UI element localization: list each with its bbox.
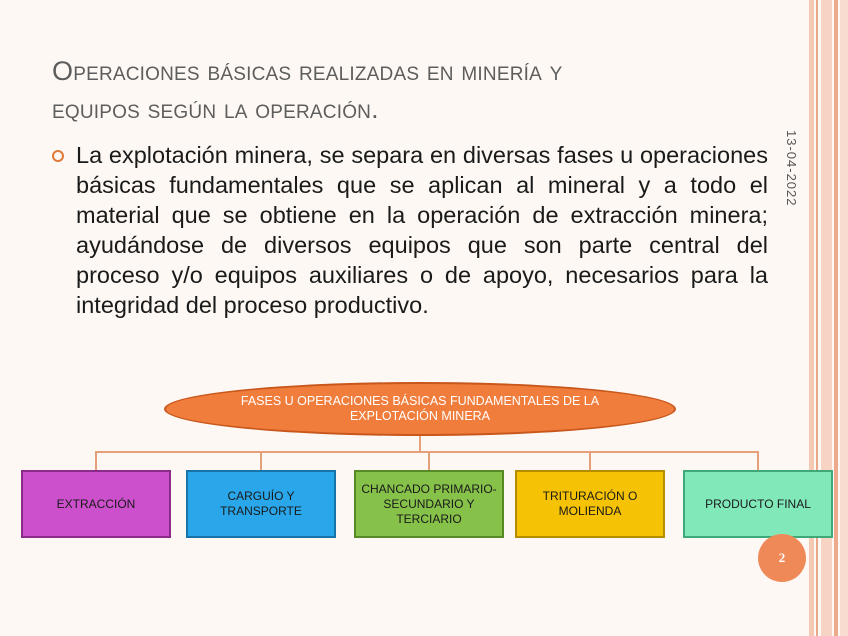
connector-vertical xyxy=(428,451,430,470)
node-producto-final xyxy=(683,470,833,538)
bullet-text: La explotación minera, se separa en diversas fases u operaciones básicas fundamentales que se aplican al mineral y a todo el material que se obtiene en la operación de extracción minera; ayudándose de diversos equipos que son parte central del proceso y/o equipos auxiliares o de apoyo, necesarios para la integridad del proceso productivo. xyxy=(76,142,768,318)
diagram-root-label: FASES U OPERACIONES BÁSICAS FUNDAMENTALES DE LA EXPLOTACIÓN MINERA xyxy=(240,394,600,423)
decorative-stripe xyxy=(834,0,838,636)
node-label: CHANCADO PRIMARIO-SECUNDARIO Y TERCIARIO xyxy=(361,481,497,526)
connector-horizontal xyxy=(95,451,758,453)
page-number-badge xyxy=(758,534,806,582)
slide-date: 13-04-2022 xyxy=(784,130,799,207)
decorative-stripe xyxy=(816,0,818,636)
slide-title-line-1: Operaciones básicas realizadas en minería y xyxy=(52,56,563,86)
node-label: PRODUCTO FINAL xyxy=(705,496,811,511)
connector-vertical xyxy=(757,451,759,470)
decorative-stripe xyxy=(821,0,832,636)
decorative-stripe xyxy=(809,0,814,636)
bullet-circle-icon xyxy=(52,150,64,162)
node-chancado xyxy=(354,470,504,538)
slide-title xyxy=(52,52,792,128)
connector-vertical-root xyxy=(419,436,421,452)
node-label: TRITURACIÓN O MOLIENDA xyxy=(542,489,638,518)
page-number: 2 xyxy=(778,550,786,565)
decorative-stripe xyxy=(840,0,848,636)
connector-vertical xyxy=(95,451,97,470)
connector-vertical xyxy=(589,451,591,470)
node-label: EXTRACCIÓN xyxy=(56,496,136,511)
node-label: CARGUÍO Y TRANSPORTE xyxy=(220,489,302,518)
node-trituracion xyxy=(515,470,665,538)
slide-title-line-2: equipos según la operación. xyxy=(52,94,379,124)
node-carguio-transporte xyxy=(186,470,336,538)
connector-vertical xyxy=(260,451,262,470)
node-extraccion xyxy=(21,470,171,538)
diagram-root-oval xyxy=(164,382,676,436)
